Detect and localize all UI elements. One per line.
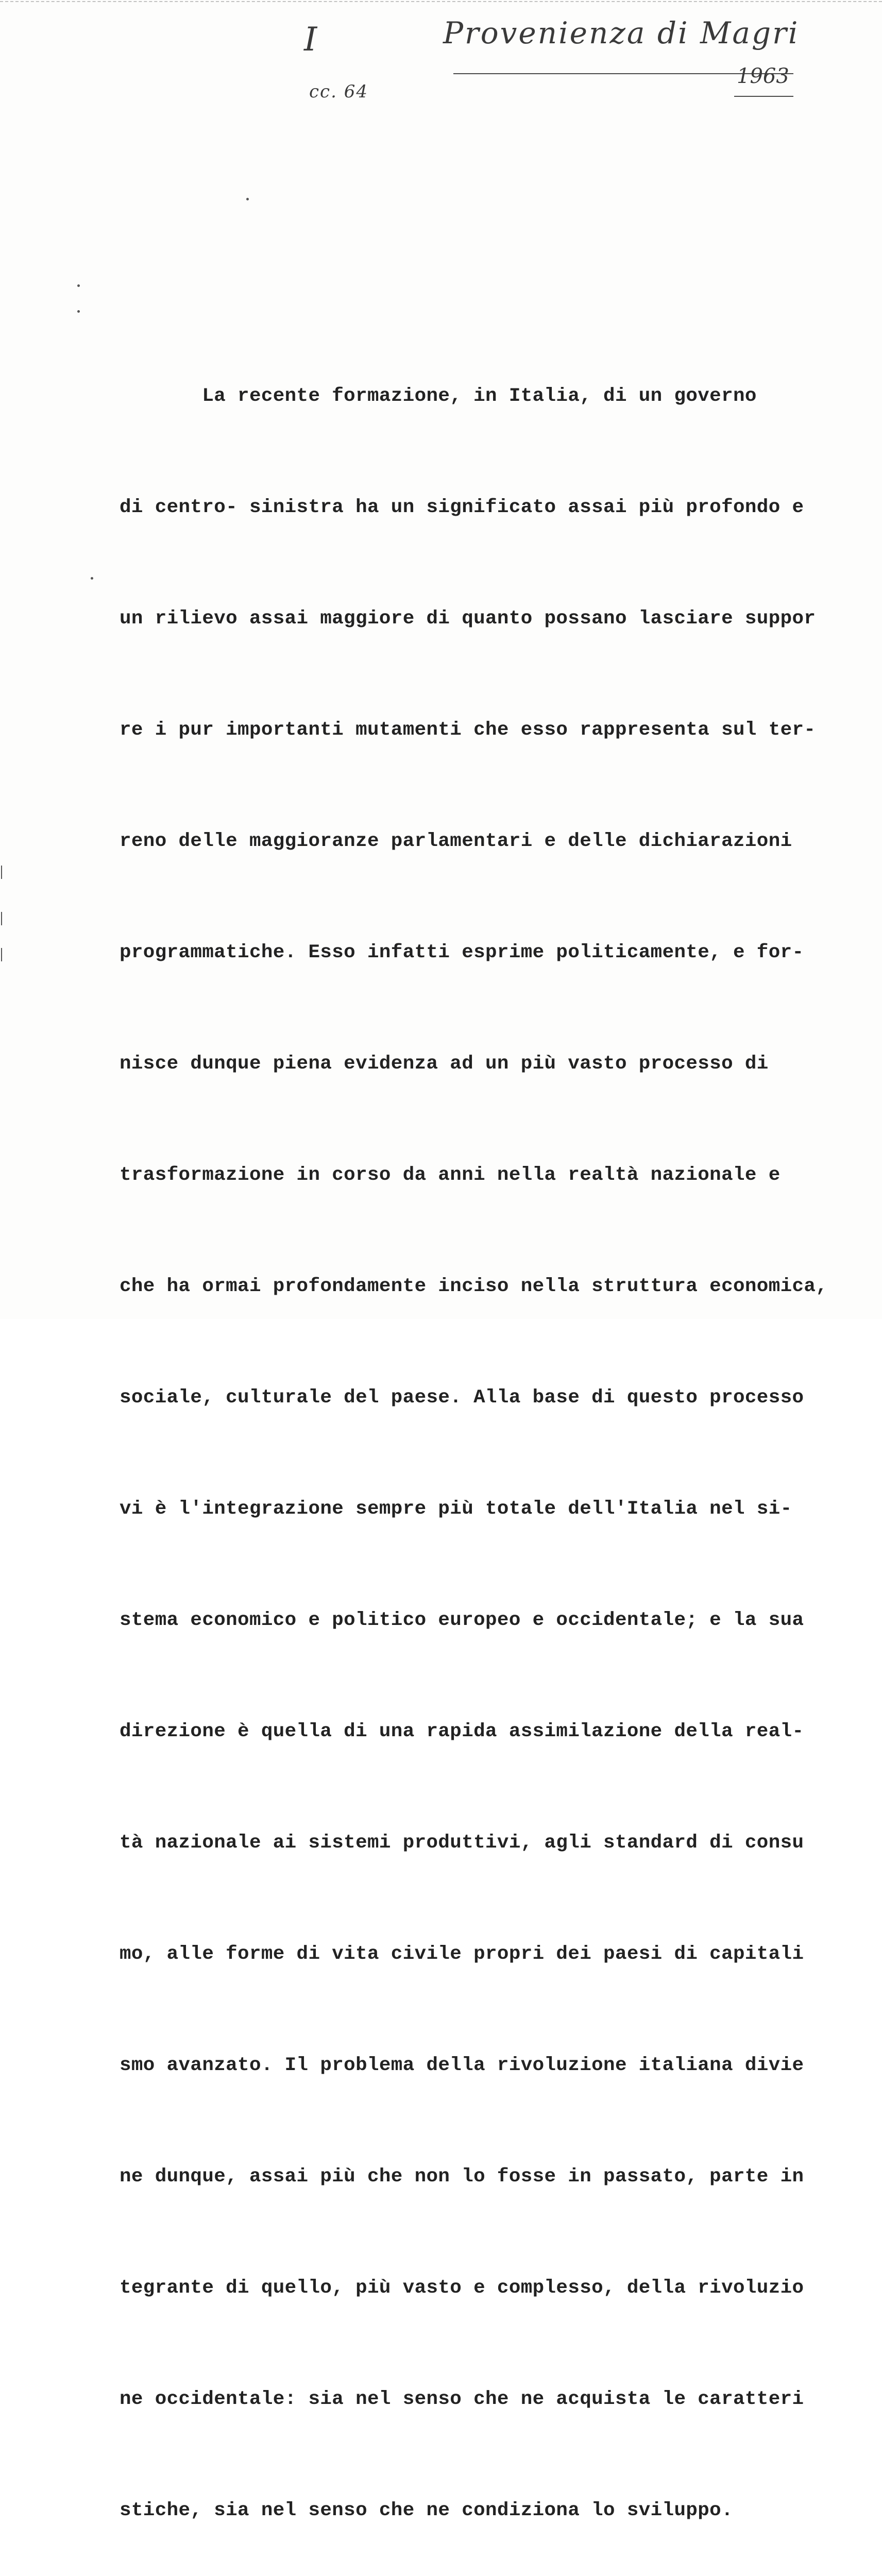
document-body bbox=[120, 229, 861, 2576]
text-line: direzione è quella di una rapida assimilazione della real- bbox=[120, 1721, 804, 1742]
margin-tick bbox=[1, 948, 2, 961]
margin-tick bbox=[1, 866, 2, 879]
text-line: che ha ormai profondamente inciso nella struttura economica, bbox=[120, 1276, 828, 1297]
text-line: smo avanzato. Il problema della rivoluzione italiana divie bbox=[120, 2055, 804, 2076]
text-line: sociale, culturale del paese. Alla base di questo processo bbox=[120, 1387, 804, 1409]
text-line: La recente formazione, in Italia, di un governo bbox=[120, 385, 757, 407]
text-line: ne dunque, assai più che non lo fosse in passato, parte in bbox=[120, 2166, 804, 2188]
text-line: tegrante di quello, più vasto e complesso, della rivoluzio bbox=[120, 2277, 804, 2299]
text-line: stiche, sia nel senso che ne condiziona lo sviluppo. bbox=[120, 2500, 733, 2521]
text-line: un rilievo assai maggiore di quanto possano lasciare suppor bbox=[120, 608, 816, 630]
handwritten-title: Provenienza di Magri bbox=[443, 15, 800, 50]
handwritten-numeral: I bbox=[304, 21, 317, 59]
year-underline bbox=[734, 96, 793, 97]
margin-dot bbox=[77, 310, 80, 313]
text-line: ne occidentale: sia nel senso che ne acquista le caratteri bbox=[120, 2388, 804, 2410]
text-line: reno delle maggioranze parlamentari e delle dichiarazioni bbox=[120, 831, 792, 852]
text-line: re i pur importanti mutamenti che esso rappresenta sul ter- bbox=[120, 719, 816, 741]
margin-tick bbox=[1, 912, 2, 925]
margin-dot bbox=[77, 284, 80, 287]
margin-dot bbox=[246, 198, 249, 200]
margin-dot bbox=[91, 577, 93, 580]
text-line: trasformazione in corso da anni nella realtà nazionale e bbox=[120, 1164, 781, 1186]
text-line: nisce dunque piena evidenza ad un più vasto processo di bbox=[120, 1053, 769, 1075]
text-line: mo, alle forme di vita civile propri dei paesi di capitali bbox=[120, 1943, 804, 1965]
handwritten-reference: cc. 64 bbox=[309, 81, 368, 102]
text-line: stema economico e politico europeo e occidentale; e la sua bbox=[120, 1609, 804, 1631]
text-line: tà nazionale ai sistemi produttivi, agli standard di consu bbox=[120, 1832, 804, 1854]
text-line: di centro- sinistra ha un significato assai più profondo e bbox=[120, 497, 804, 518]
handwritten-year: 1963 bbox=[737, 64, 789, 88]
text-line: programmatiche. Esso infatti esprime politicamente, e for- bbox=[120, 942, 804, 963]
scan-edge bbox=[0, 1, 882, 5]
paragraph bbox=[120, 303, 861, 2576]
text-line: vi è l'integrazione sempre più totale dell'Italia nel si- bbox=[120, 1498, 792, 1520]
